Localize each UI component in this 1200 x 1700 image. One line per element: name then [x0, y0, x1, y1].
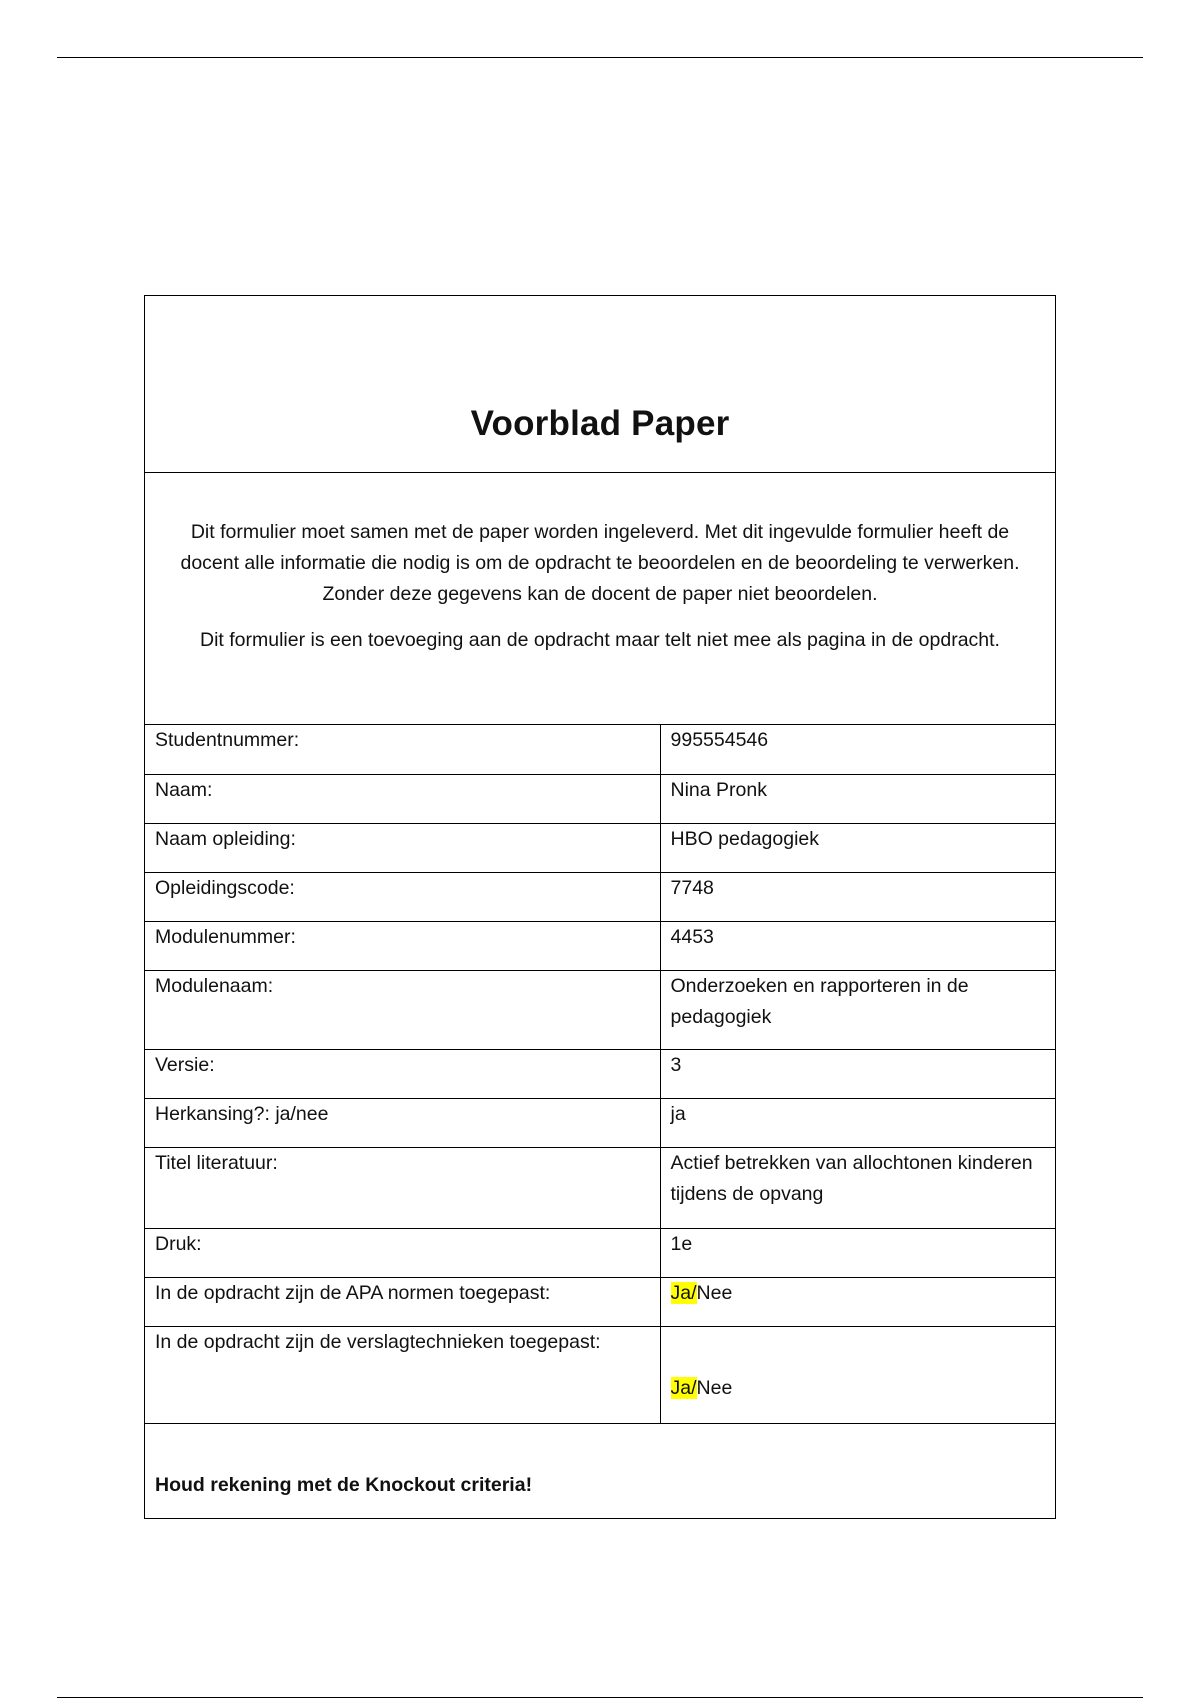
field-label: Titel literatuur:: [145, 1147, 660, 1228]
field-value: 4453: [660, 921, 1055, 970]
field-label: Modulenummer:: [145, 921, 660, 970]
answer-separator: /: [691, 1281, 697, 1304]
field-label: In de opdracht zijn de APA normen toegepast:: [145, 1277, 660, 1326]
field-row-naam-opleiding: [145, 823, 1055, 872]
field-value: Onderzoeken en rapporteren in de pedagogiek: [660, 970, 1055, 1049]
field-row-druk: [145, 1228, 1055, 1277]
intro-cell: [145, 473, 1055, 725]
field-value: HBO pedagogiek: [660, 823, 1055, 872]
field-value: 1e: [660, 1228, 1055, 1277]
field-row-modulenummer: [145, 921, 1055, 970]
field-row-titel-literatuur: [145, 1147, 1055, 1228]
field-row-versie: [145, 1049, 1055, 1098]
fields-table: [145, 725, 1055, 1424]
field-label: Modulenaam:: [145, 970, 660, 1049]
field-value: ja: [660, 1098, 1055, 1147]
highlighted-answer: Ja: [670, 1281, 692, 1304]
intro-paragraph-1: Dit formulier moet samen met de paper worden ingeleverd. Met dit ingevulde formulier heeft de docent alle informatie die nodig is om de opdracht te beoordelen en de beoordeling te verwerken. Zonder deze gegevens kan de docent de paper niet beoordelen.: [180, 521, 1020, 605]
answer-separator: /: [691, 1376, 697, 1399]
field-label: Druk:: [145, 1228, 660, 1277]
field-label: Studentnummer:: [145, 725, 660, 774]
field-row-modulenaam: [145, 970, 1055, 1049]
field-value: 3: [660, 1049, 1055, 1098]
footer-rule: [57, 1697, 1143, 1698]
field-row-herkansing: [145, 1098, 1055, 1147]
field-value: [660, 1326, 1055, 1423]
field-row-verslagtechnieken: [145, 1326, 1055, 1423]
field-label: Herkansing?: ja/nee: [145, 1098, 660, 1147]
field-value: Nina Pronk: [660, 774, 1055, 823]
answer-rest: Nee: [696, 1376, 733, 1399]
answer-wrapper: [671, 1327, 1046, 1404]
field-row-naam: [145, 774, 1055, 823]
field-row-opleidingscode: [145, 872, 1055, 921]
field-value: 7748: [660, 872, 1055, 921]
field-label: Opleidingscode:: [145, 872, 660, 921]
field-row-apa-normen: [145, 1277, 1055, 1326]
field-label: Versie:: [145, 1049, 660, 1098]
title-cell: [145, 296, 1055, 473]
field-label: In de opdracht zijn de verslagtechnieken toegepast:: [145, 1326, 660, 1423]
answer-rest: Nee: [696, 1281, 733, 1304]
field-value: Actief betrekken van allochtonen kinderen tijdens de opvang: [660, 1147, 1055, 1228]
field-label: Naam opleiding:: [145, 823, 660, 872]
footer-note: Houd rekening met de Knockout criteria!: [155, 1473, 533, 1496]
field-value: 995554546: [660, 725, 1055, 774]
field-value: [660, 1277, 1055, 1326]
field-label: Naam:: [145, 774, 660, 823]
field-row-studentnummer: [145, 725, 1055, 774]
highlighted-answer: Ja: [670, 1376, 692, 1399]
intro-paragraph-2: Dit formulier is een toevoeging aan de opdracht maar telt niet mee als pagina in de opdracht.: [200, 629, 1000, 651]
cover-sheet-form: [144, 295, 1056, 1519]
header-rule: [57, 57, 1143, 58]
page-title: Voorblad Paper: [470, 404, 730, 443]
